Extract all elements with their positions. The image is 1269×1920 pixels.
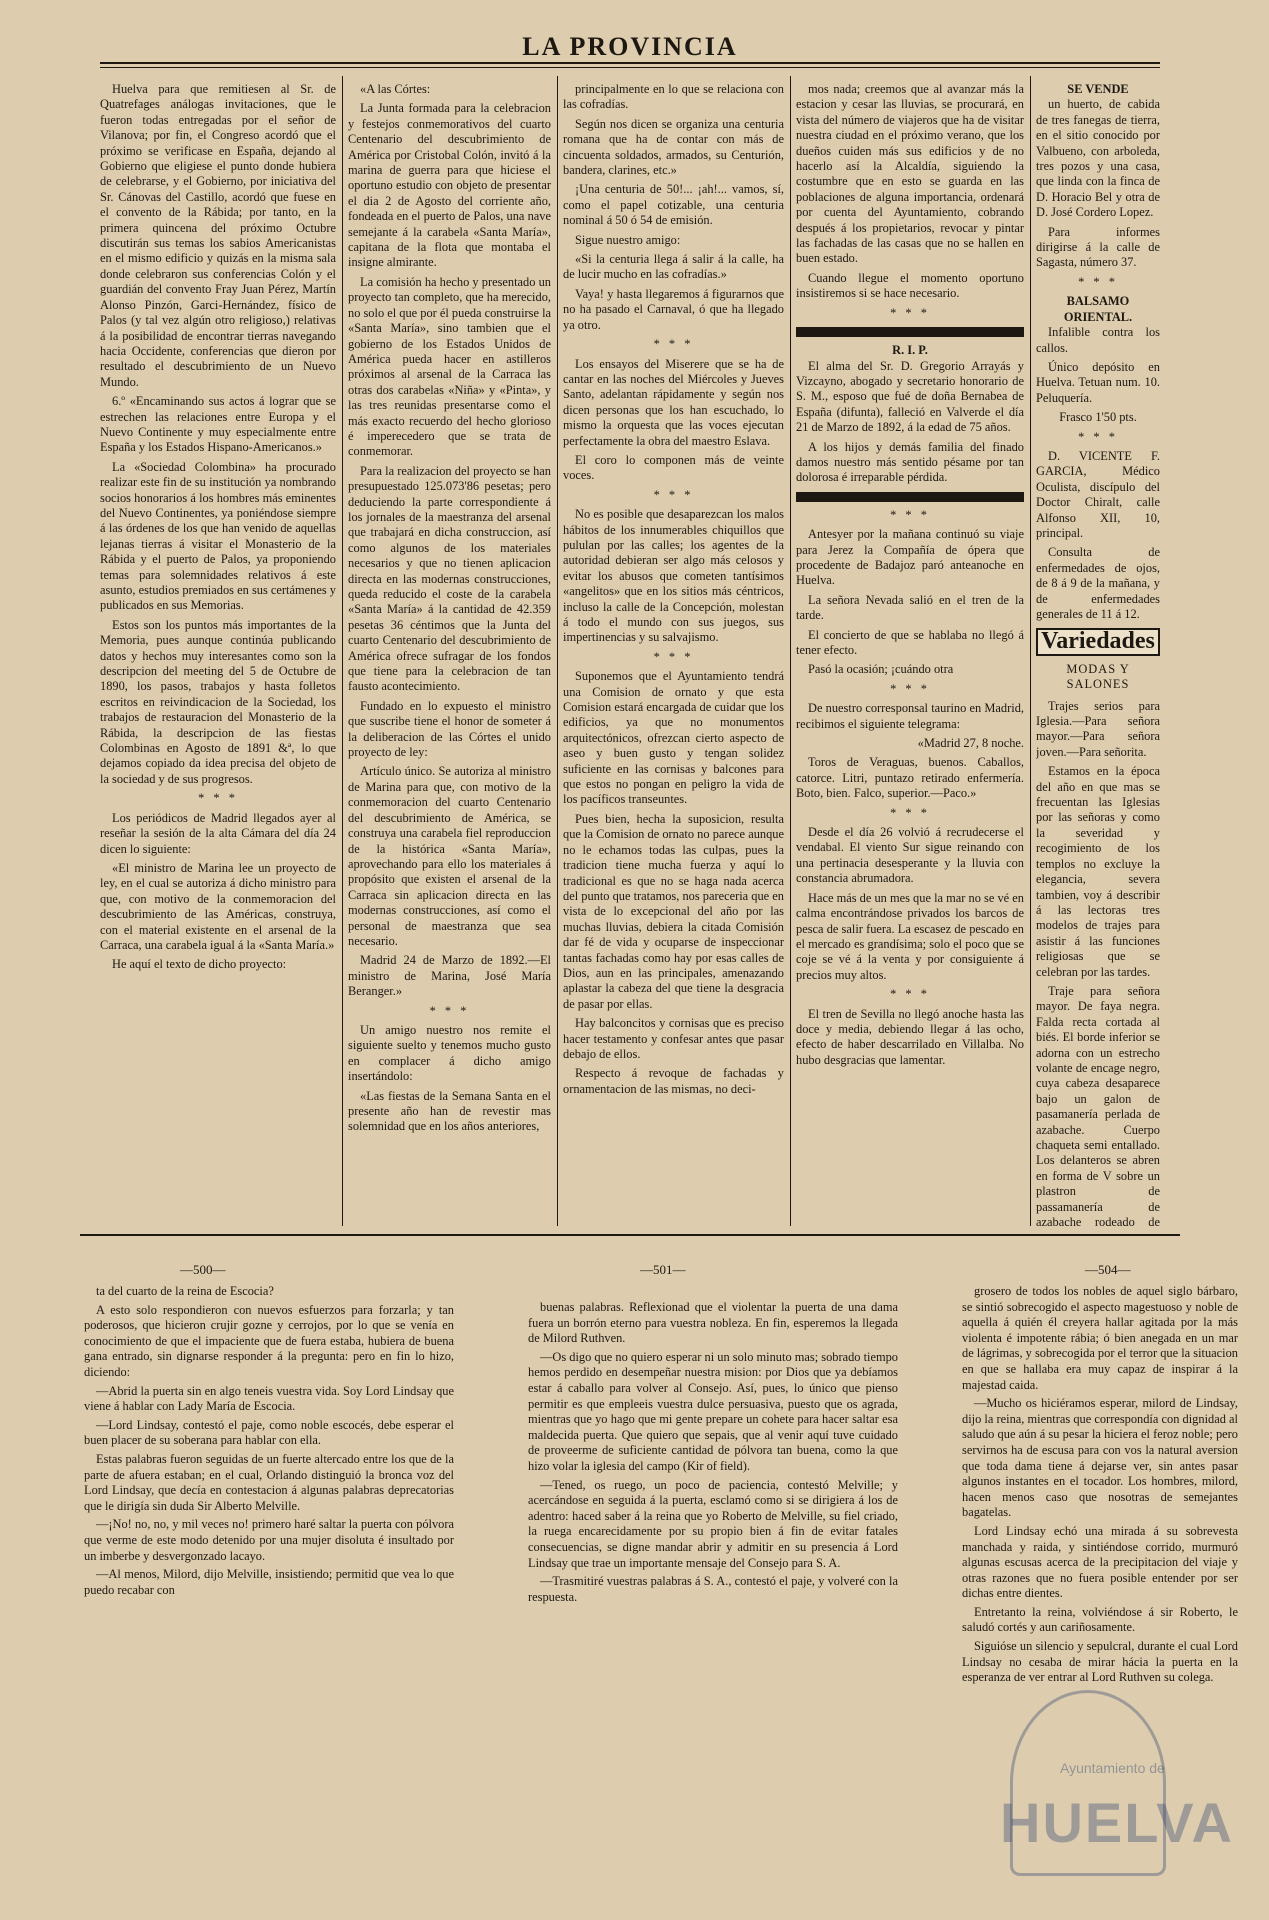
paragraph: Trajes serios para Iglesia.—Para señora mayor.—Para señora joven.—Para señorita.	[1036, 698, 1160, 759]
section-separator: * * *	[890, 305, 930, 320]
section-separator: * * *	[198, 791, 238, 806]
paragraph: —¡No! no, no, y mil veces no! primero haré saltar la puerta con pólvora que verme de este modo detenido por una mujer disoluta é insultado por un imberbe y desvergonzado lacayo.	[84, 1517, 454, 1563]
section-separator: * * *	[1078, 274, 1118, 289]
paragraph: —Tened, os ruego, un poco de paciencia, contestó Melville; y acercándose en seguida á la puerta, esclamó como si se dirigiera á los de adentro: haced saber á la reina que yo Roberto de Melville, su fiel criado, la ruega encarecidamente por su propio bien á fin de evitar fatales consecuencias, se digne mandar abrir y admitir en su presencia á Lord Lindsay que trae un importante mensaje del Consejo para S. A.	[528, 1477, 898, 1570]
column-divider	[557, 76, 558, 1226]
paragraph: Traje para señora mayor. De faya negra. Falda recta cortada al biés. El borde inferior se adorna con un estrecho volante de encage negro, cuya cabeza desaparece bajo un galon de pasamanería perlada de azabache. Cuerpo chaqueta semi entallado. Los delanteros se abren en forma de V sobre un plastron de passamanería de azabache rodeado de	[1036, 983, 1160, 1230]
paragraph: mos nada; creemos que al avanzar más la estacion y cesar las lluvias, se procurará, en vista del número de viajeros que ha de visitar nuestra ciudad en el próximo verano, que los dueños cuiden más sus edificios y de no hacerlo así la Alcaldía, siguiendo la costumbre que en esto se guarda en las poblaciones de alguna importancia, ordenará por cuenta del Ayuntamiento, cobrando después á los propietarios, revocar y pintar las fachadas de las casas que no se hallen en buen estado.	[796, 82, 1024, 266]
paragraph: —Al menos, Milord, dijo Melville, insistiendo; permitid que vea lo que puedo recabar con	[84, 1567, 454, 1597]
paragraph: —Mucho os hiciéramos esperar, milord de Lindsay, dijo la reina, mientras que correspondía con dignidad al saludo que aún á su pesar la hiciera el feroz noble; pero servirnos ha de escusa para con vos la natural aversion que toda dama tiene á dejarse ver, sin antes pasar algunos instantes en el tocador. Los hombres, milord, hacen menos caso que nosotras de semejantes bagatelas.	[962, 1396, 1238, 1520]
paragraph: Lord Lindsay echó una mirada á su sobrevesta manchada y raida, y sintiéndose corrido, murmuró algunas escusas acerca de la precipitacion del viaje y otras razones que no fuera posible entender por ser dichas entre dientes.	[962, 1523, 1238, 1601]
paragraph: —Os digo que no quiero esperar ni un solo minuto mas; sobrado tiempo hemos perdido en desempeñar nuestra mision: por Dios que ya debíamos estar á caballo para volver al Consejo. Así, pues, lo único que pienso permitir es que empleeis vuestra dulce persuasiva, puesto que os agrada, mientras que yo hago que mi gente prepare un cohete para hacer saltar esa maldecida puerta. Que quiero que sepais, que al venir aquí tuve cuidado de proveerme de suficiente cantidad de pólvora tan buena, como la que hizo volar la iglesia del campo (Kir of field).	[528, 1349, 898, 1473]
paragraph: ¡Una centuria de 50!... ¡ah!... vamos, sí, como el papel cotizable, una centuria nominal á 50 ó 54 de emisión.	[563, 182, 784, 228]
newspaper-title: LA PROVINCIA	[522, 32, 738, 61]
paragraph: Pasó la ocasión; ¡cuándo otra	[808, 662, 954, 677]
paragraph: Para informes dirigirse á la calle de Sagasta, número 37.	[1036, 224, 1160, 270]
paragraph: Hace más de un mes que la mar no se vé en calma encontrándose privados los barcos de pesca de salir fuera. La escasez de pescado en el mercado es grandísima; solo el poco que se coje se vé á la venta y por consiguiente á precios muy altos.	[796, 890, 1024, 982]
paragraph: «Las fiestas de la Semana Santa en el presente año han de revestir mas solemnidad que en los años anteriores,	[348, 1088, 551, 1134]
paragraph: —Lord Lindsay, contestó el paje, como noble escocés, debe esperar el buen placer de su soberana para hablar con ella.	[84, 1417, 454, 1448]
page-number: —504—	[1085, 1262, 1131, 1277]
paragraph: «El ministro de Marina lee un proyecto de ley, en el cual se autoriza á dicho ministro para que, con motivo de la conmemoracion del descubrimiento de las Américas, construya, con el material existente en el arsenal de la Carraca, una carabela igual á la «Santa María.»	[100, 860, 336, 952]
section-separator: * * *	[1078, 429, 1118, 444]
paragraph: D. VICENTE F. GARCIA, Médico Oculista, discípulo del Doctor Chiralt, calle Alfonso XII, 10, principal.	[1036, 448, 1160, 540]
paragraph: un huerto, de cabida de tres fanegas de tierra, en el sitio conocido por Valbueno, con arboleda, tres pozos y una casa, que linda con la finca de D. Horacio Bel y otra de D. José Cordero Lopez.	[1036, 97, 1160, 220]
column-1	[100, 82, 336, 1232]
paragraph: Estos son los puntos más importantes de la Memoria, pues aunque continúa publicando datos y hechos muy interesantes como son la descripcion del meeting del 5 de Octubre de 1890, los pasos, trabajos y hasta folletos escritos en reivindicacion de la Sociedad, los trabajos de restauracion del Monasterio de la Rábida, la descripcion de las fiestas Colombinas en Agosto de 1891 &ª, lo que dejamos copiado da idea precisa del objeto de la sociedad y de sus progresos.	[100, 617, 336, 786]
paragraph: «Madrid 27, 8 noche.	[917, 736, 1024, 751]
paragraph: Según nos dicen se organiza una centuria romana que ha de contar con más de cincuenta soldados, armados, su Centurión, bandera, clarines, etc.»	[563, 116, 784, 178]
page-bottom-rule	[80, 1234, 1180, 1236]
column-3	[563, 82, 784, 1232]
masthead-rule-top	[100, 62, 1160, 64]
paragraph: Antesyer por la mañana continuó su viaje para Jerez la Compañía de ópera que procedente de Badajoz paró anteanoche en Huelva.	[796, 527, 1024, 588]
paragraph: El tren de Sevilla no llegó anoche hasta las doce y media, debiendo llegar á las ocho, efecto de haber descarrilado en Villalba. No hubo desgracias que lamentar.	[796, 1006, 1024, 1067]
column-5	[1036, 82, 1160, 1232]
masthead	[100, 28, 1160, 64]
paragraph: Consulta de enfermedades de ojos, de 8 á 9 de la mañana, y de enfermedades generales de 11 á 12.	[1036, 545, 1160, 621]
section-separator: * * *	[890, 681, 930, 696]
paragraph: Para la realizacion del proyecto se han presupuestado 125.073'86 pesetas; pero deduciendo la parte correspondiente á los jornales de la maestranza del arsenal que trabajará en dicha construccion, así como algunos de los materiales necesarios y que no tienen aplicacion directa en las modernas construcciones, queda reducido el coste de la carabela «Santa María» á la cantidad de 42.359 pesetas 36 céntimos que la Junta del cuarto Centenario del descubrimiento de América ofrece sufragar de los fondos que tiene para la celebracion de tan fausto acontecimiento.	[348, 463, 551, 694]
section-separator: * * *	[890, 507, 930, 522]
paragraph: Suponemos que el Ayuntamiento tendrá una Comision de ornato y que esta Comision estará encargada de cuidar que los edificios, ya que no monumentos arquitectónicos, ofrezcan cierto aspecto de aseo y buen gusto y tengan solidez suficiente en las cornisas y balcones para que estos no pongan en peligro la vida de los pacíficos transeuntes.	[563, 669, 784, 807]
paragraph: «Si la centuria llega á salir á la calle, ha de lucir mucho en las cofradías.»	[563, 252, 784, 282]
mourning-bar	[796, 327, 1024, 337]
ad-heading: BALSAMO ORIENTAL.	[1063, 294, 1133, 324]
paragraph: Vaya! y hasta llegaremos á figurarnos que no ha pasado el Carnaval, ó que ha llegado ya otro.	[563, 286, 784, 332]
column-divider	[342, 76, 343, 1226]
watermark-text: Ayuntamiento de	[1060, 1760, 1165, 1776]
paragraph: buenas palabras. Reflexionad que el violentar la puerta de una dama fuera un borrón eterno para vuestra nobleza. En fin, esperemos la llegada de Milord Ruthven.	[528, 1300, 898, 1346]
paragraph: De nuestro corresponsal taurino en Madrid, recibimos el siguiente telegrama:	[796, 701, 1024, 731]
paragraph: Sigue nuestro amigo:	[575, 232, 681, 247]
paragraph: A esto solo respondieron con nuevos esfuerzos para forzarla; y tan poderosos, que hicieron crujir gozne y cerrojos, por lo que se venía en conocimiento de que el impaciente que de fuera estaba, hubiera de buena gana entrado, sin dignarse responder á la pregunta: pero en fin lo hizo, diciendo:	[84, 1302, 454, 1379]
section-separator: * * *	[890, 987, 930, 1002]
paragraph: Respecto á revoque de fachadas y ornamentacion de las mismas, no deci-	[563, 1066, 784, 1096]
column-divider	[1030, 76, 1031, 1226]
paragraph: Frasco 1'50 pts.	[1059, 410, 1137, 425]
paragraph: principalmente en lo que se relaciona con las cofradías.	[563, 82, 784, 112]
paragraph: Siguióse un silencio y sepulcral, durante el cual Lord Lindsay no cesaba de mirar hácia la puerta en la esperanza de ver entrar al Lord Ruthven su colega.	[962, 1639, 1238, 1685]
section-separator: * * *	[653, 649, 694, 664]
paragraph: Los periódicos de Madrid llegados ayer al reseñar la sesión de la alta Cámara del día 24 dicen lo siguiente:	[100, 810, 336, 856]
paragraph: ta del cuarto de la reina de Escocia?	[96, 1284, 274, 1298]
paragraph: Estamos en la época del año en que mas se frecuentan las Iglesias por las señoras y como la severidad y recogimiento de los templos no excluye la elegancia, severa tambien, voy á describir á las lectoras tres modelos de trajes para asistir á las funciones religiosas que se celebran por las tardes.	[1036, 764, 1160, 979]
ad-heading: SE VENDE	[1067, 82, 1129, 96]
paragraph: —Trasmitiré vuestras palabras á S. A., contestó el paje, y volveré con la respuesta.	[528, 1574, 898, 1604]
paragraph: 6.º «Encaminando sus actos á lograr que se estrechen las relaciones entre Europa y el Nuevo Continente y muy especialmente entre España y los Estados Hispano-Americanos.»	[100, 394, 336, 455]
paragraph: El alma del Sr. D. Gregorio Arrayás y Vizcayno, abogado y secretario honorario de S. M., esposo que fué de doña Bernabea de España (difunta), falleció en Valverde el día 21 de Marzo de 1892, á la edad de 75 años.	[796, 358, 1024, 435]
mourning-bar	[796, 492, 1024, 502]
paragraph: grosero de todos los nobles de aquel siglo bárbaro, se sintió sobrecogido el aspecto magestuoso y noble de aquella á quién él creyera hallar agitada por la más violenta é impotente rábia; ó bien anegada en un mar de lágrimas, y sobrecogida por el terror que la situacion en que se hallaba era muy capaz de inspirar á la majestad caida.	[962, 1284, 1238, 1392]
paragraph: Único depósito en Huelva. Tetuan num. 10. Peluquería.	[1036, 359, 1160, 405]
section-separator: * * *	[429, 1003, 470, 1018]
paragraph: Infalible contra los callos.	[1036, 325, 1160, 355]
watermark-logo: HUELVA	[1000, 1791, 1234, 1854]
paragraph: Un amigo nuestro nos remite el siguiente suelto y tenemos mucho gusto en complacer á dicho amigo insertándolo:	[348, 1022, 551, 1084]
paragraph: El concierto de que se hablaba no llegó á tener efecto.	[796, 627, 1024, 657]
section-subheading: MODAS Y SALONES	[1066, 661, 1130, 692]
page-number: —501—	[640, 1262, 686, 1277]
paragraph: No es posible que desaparezcan los malos hábitos de los innumerables chiquillos que pululan por las calles; los agentes de la autoridad debieran ser algo más celosos y evitar los abusos que cometen tantísimos «angelitos» que en los sitios más céntricos, incluso la calle de la Concepción, molestan á todo el mundo con sus juegos, sus impertinencias y su salvajismo.	[563, 507, 784, 645]
paragraph: Entretanto la reina, volviéndose á sir Roberto, le saludó cortés y aun cariñosamente.	[962, 1604, 1238, 1635]
serial-column-1	[84, 1284, 454, 1884]
paragraph: Toros de Veraguas, buenos. Caballos, catorce. Litri, puntazo retirado enfermería. Boto, bien. Falco, superior.—Paco.»	[796, 755, 1024, 801]
section-separator: * * *	[890, 805, 930, 820]
paragraph: El coro lo componen más de veinte voces.	[563, 452, 784, 483]
paragraph: Fundado en lo expuesto el ministro que suscribe tiene el honor de someter á la deliberacion de las Córtes el unido proyecto de ley:	[348, 698, 551, 760]
paragraph: Artículo único. Se autoriza al ministro de Marina para que, con motivo de la conmemoracion del cuarto Centenario del descubrimiento de América, se construya una carabela fiel reproduccion de la histórica «Santa María», aprovechando para ello los materiales á propósito que existen el arsenal de la Carraca sin aplicacion directa en las modernas construcciones, así como el personal de maestranza que sea necesario.	[348, 764, 551, 948]
paragraph: Los ensayos del Miserere que se ha de cantar en las noches del Miércoles y Jueves Santo, adelantan rápidamente y según nos dicen personas que los han escuchado, lo mismo la orquesta que las voces ejecutan perfectamente la obra del maestro Eslava.	[563, 356, 784, 448]
masthead-rule-bottom	[100, 67, 1160, 68]
column-divider	[790, 76, 791, 1226]
paragraph: Desde el día 26 volvió á recrudecerse el vendabal. El viento Sur sigue reinando con una pertinacia desesperante y la lluvia con constancia abrumadora.	[796, 825, 1024, 886]
section-heading-variedades: Variedades	[1036, 628, 1160, 655]
paragraph: La Junta formada para la celebracion y festejos conmemorativos del cuarto Centenario del descubrimiento de América por Cristobal Colón, invitó á la marina de guerra para que hiciese el oportuno estudio con objeto de presentar el dia 2 de Agosto del corriente año, fondeada en el puerto de Palos, una nave semejante á la carabela «Santa María», capitana de la flota que montaba el insigne almirante.	[348, 101, 551, 270]
paragraph: La comisión ha hecho y presentado un proyecto tan completo, que ha merecido, no solo el que por él pueda construirse la «Santa María», sino tambien que el gobierno de los Estados Unidos de América pueda hacer en astilleros próximos al arsenal de la Carraca las otras dos carabelas «Niña» y «Pinta», y las tres reunidas presentarse como el más exacto recuerdo del hecho glorioso é imperecedero que se trata de conmemorar.	[348, 274, 551, 459]
page-number: —500—	[180, 1262, 226, 1277]
paragraph: —Abrid la puerta sin en algo teneis vuestra vida. Soy Lord Lindsay que viene á hablar con Lady María de Escocia.	[84, 1383, 454, 1414]
paragraph: Estas palabras fueron seguidas de un fuerte altercado entre los que de la parte de afuera estaban; en el cual, Orlando distinguió la bronca voz del Lord Lindsay, que decía en contestacion á algunas palabras deprecatorias que le dirigía sin duda Sir Alberto Melville.	[84, 1451, 454, 1513]
paragraph: «A las Córtes:	[360, 82, 431, 96]
paragraph: Hay balconcitos y cornisas que es preciso hacer testamento y confesar antes que pasar debajo de ellos.	[563, 1016, 784, 1061]
section-separator: * * *	[653, 487, 694, 502]
section-separator: * * *	[653, 337, 694, 352]
paragraph: La «Sociedad Colombina» ha procurado realizar este fin de su institución ya nombrando socios honorarios á los hombres más eminentes del Nuevo Continentes, ya poniéndose siempre á las órdenes de los que han venido de aquellas lejanas tierras á visitar el Monasterio de la Rábida y el puerto de Palos, ya proponiendo temas para solemnidades relativos á este asunto, estudios premiados en sus certámenes y publicados en sus Memorias.	[100, 459, 336, 613]
column-2	[348, 82, 551, 1232]
column-4	[796, 82, 1024, 1232]
paragraph: He aquí el texto de dicho proyecto:	[112, 957, 287, 972]
rip-heading: R. I. P.	[892, 343, 928, 358]
paragraph: Cuando llegue el momento oportuno insistiremos si se hace necesario.	[796, 270, 1024, 301]
serial-column-2	[528, 1300, 898, 1880]
paragraph: A los hijos y demás familia del finado damos nuestro más sentido pésame por tan dolorosa é irreparable pérdida.	[796, 439, 1024, 485]
paragraph: La señora Nevada salió en el tren de la tarde.	[796, 592, 1024, 623]
paragraph: Pues bien, hecha la suposicion, resulta que la Comision de ornato no parece aunque no le echamos todas las culpas, pues la tradicion tiene mucha fuerza y aquí lo tradicional es que no se haga nada acerca del punto que tratamos, nos pareceria que en vista de lo excepcional del año por las muchas lluvias, debiera la citada Comisión dar fé de vida y ocuparse de inspeccionar tantas fachadas como hay por esas calles de Dios, aun en las principales, amenazando aplastar la cabeza del que tiene la desgracia de pasar por ellas.	[563, 811, 784, 1011]
paragraph: Madrid 24 de Marzo de 1892.—El ministro de Marina, José María Beranger.»	[348, 953, 551, 999]
paragraph: Huelva para que remitiesen al Sr. de Quatrefages análogas invitaciones, que le fueron todas entregadas por el señor de Vilanova; por fin, el Congreso acordó que el próximo se verificase en España, dejando al Gobierno que eligiese el punto donde hubiera de celebrarse, y el Gobierno, por iniciativa del Sr. Cánovas del Castillo, acordó que fuese en el convento de la Rábida; por tanto, en la primera quincena del próximo Octubre discutirán sus temas los sabios Americanistas en el mismo edificio y quizás en la misma sala donde celebraron sus conferencias Colón y el guardián del convento Fray Juan Pérez, Martín Alonso Pinzón, Garci-Hernández, físico de Palos (y tal vez algún otro religioso,) relativas á la posibilidad de encontrar tierras navegando hacia Occidente, conferencias que dieron por resultado el descubrimiento de un Nuevo Mundo.	[100, 82, 336, 389]
